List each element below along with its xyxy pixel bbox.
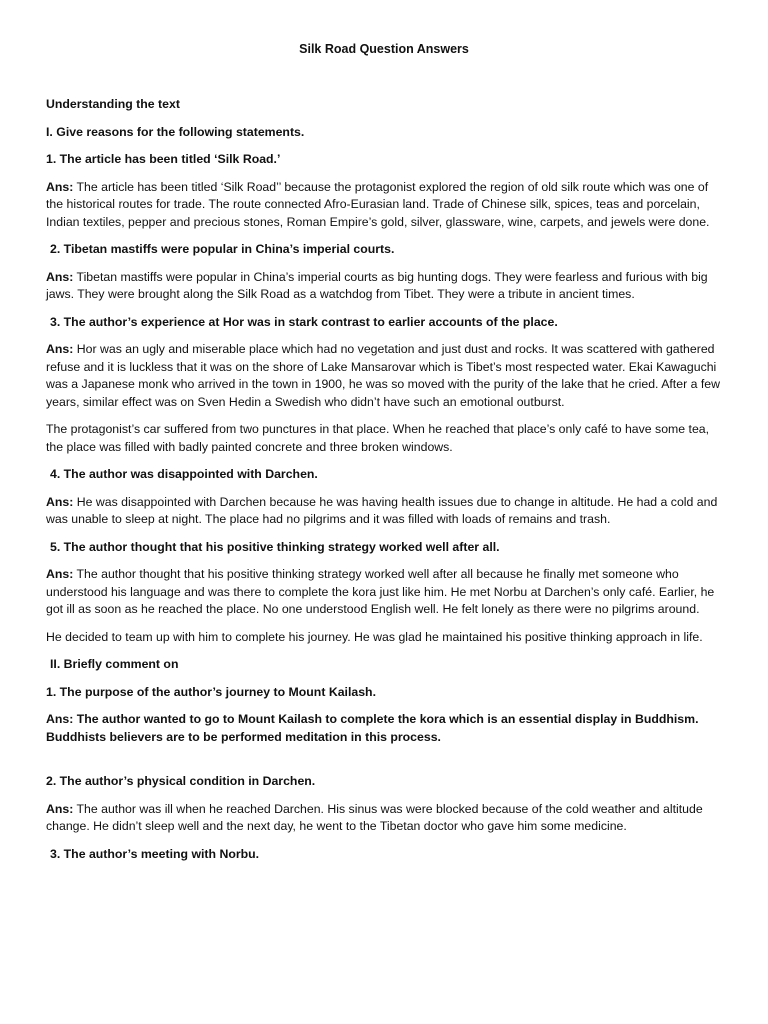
question-2: 2. Tibetan mastiffs were popular in China’s imperial courts. [50, 242, 395, 256]
document-title: Silk Road Question Answers [299, 42, 469, 56]
answer-2 [46, 269, 726, 304]
section-heading: Understanding the text [46, 97, 180, 111]
answer-3 [46, 341, 726, 411]
answer-label: Ans: [46, 494, 74, 509]
question-4: 4. The author was disappointed with Darchen. [50, 467, 318, 481]
answer-text: Tibetan mastiffs were popular in China’s imperial courts as big hunting dogs. They were fearless and furious with big jaws. They were brought along the Silk Road as a watchdog from Tibet. They were a tribute in ancient times. [46, 269, 708, 301]
question-1: 1. The article has been titled ‘Silk Road.’ [46, 152, 281, 166]
answer-4 [46, 494, 726, 529]
question-5: 5. The author thought that his positive thinking strategy worked well after all. [50, 539, 500, 554]
part2-question-3: 3. The author’s meeting with Norbu. [50, 846, 260, 861]
answer-label: Ans: [46, 269, 74, 284]
answer-label: Ans: [46, 801, 74, 816]
answer-label: Ans: [46, 567, 74, 581]
answer-label: Ans: [46, 342, 74, 356]
part2-question-2: 2. The author’s physical condition in Darchen. [46, 774, 316, 788]
answer-text: He was disappointed with Darchen because he was having health issues due to change in altitude. He had a cold and was unable to sleep at night. The place had no pilgrims and it was filled with loads of remains and trash. [46, 494, 718, 526]
document-body [46, 96, 726, 873]
part2-answer-2 [46, 801, 726, 836]
part2-heading: II. Briefly comment on [50, 657, 179, 671]
question-3: 3. The author’s experience at Hor was in stark contrast to earlier accounts of the place. [50, 314, 558, 329]
answer-text: The author thought that his positive thinking strategy worked well after all because he finally met someone who understood his language and was there to complete the kora just like him. He met Norbu at Darchen’s only café. Earlier, he got ill as soon as he reached the place. No one understood English well. He felt lonely as there were no pilgrims around. [46, 567, 715, 616]
part2-answer-1 [46, 711, 726, 746]
answer-label: Ans: [46, 179, 74, 194]
answer-text: The author was ill when he reached Darchen. His sinus was were blocked because of the cold weather and altitude change. He didn’t sleep well and the next day, he went to the Tibetan doctor who gave him some medicine. [46, 801, 703, 833]
answer-text: The article has been titled ‘Silk Road’’ because the protagonist explored the region of old silk route which was one of the historical routes for trade. The route connected Afro-Eurasian land. Trade of Chinese silk, spices, teas and porcelain, Indian textiles, pepper and precious stones, Roman Empire’s gold, silver, glassware, wine, carpets, and jewels were done. [46, 179, 710, 229]
answer-label: Ans: [46, 712, 74, 726]
part2-question-1: 1. The purpose of the author’s journey to Mount Kailash. [46, 684, 376, 699]
answer-3-continued: The protagonist’s car suffered from two punctures in that place. When he reached that place’s only café to have some tea, the place was filled with badly painted concrete and three broken windows. [46, 422, 710, 454]
answer-5-continued: He decided to team up with him to complete his journey. He was glad he maintained his positive thinking approach in life. [46, 629, 703, 644]
answer-text: Hor was an ugly and miserable place which had no vegetation and just dust and rocks. It was scattered with gathered refuse and it is luckless that it was on the shore of Lake Mansarovar which is Tibet’s most respected water. Ekai Kawaguchi was a Japanese monk who arrived in the town in 1900, he was so moved with the purity of the lake that he cried. After a few years, similar effect was on Sven Hedin a Swedish who didn’t have such an emotional outburst. [46, 342, 720, 409]
answer-5 [46, 566, 726, 619]
answer-1 [46, 179, 726, 232]
part1-heading: I. Give reasons for the following statements. [46, 124, 305, 139]
answer-text: The author wanted to go to Mount Kailash to complete the kora which is an essential display in Buddhism. Buddhists believers are to be performed meditation in this process. [46, 712, 699, 744]
